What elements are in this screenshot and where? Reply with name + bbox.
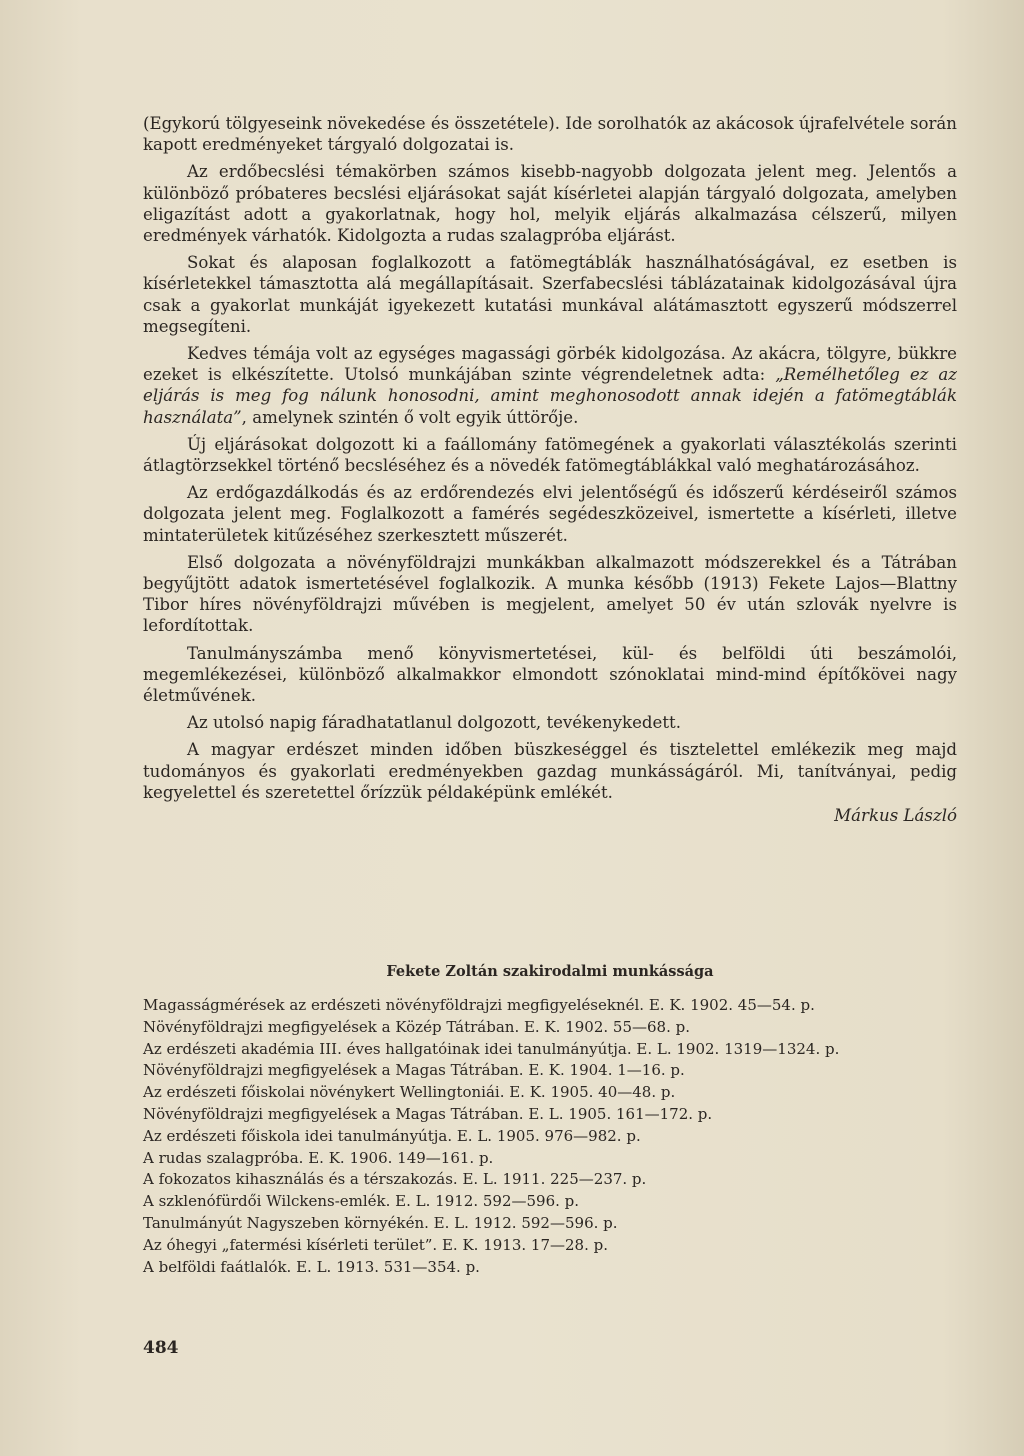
paragraph: Első dolgozata a növényföldrajzi munkákban alkalmazott módszerekkel és a Tátrában begyűjtött adatok ismertetésével foglalkozik. A munka később (1913) Fekete Lajos—Blattny Tibor híres növényföldrajzi művében is megjelent, amelyet 50 év után szlovák nyelvre is lefordítottak. xyxy=(143,552,957,636)
paragraph: Az erdőgazdálkodás és az erdőrendezés elvi jelentőségű és időszerű kérdéseiről számos dolgozata jelent meg. Foglalkozott a famérés segédeszközeivel, ismertette a kísérleti, illetve mintaterületek kitűzéséhez szerkesztett műszerét. xyxy=(143,483,957,545)
bibliography-item: Növényföldrajzi megfigyelések a Közép Tátrában. E. K. 1902. 55—68. p. xyxy=(143,1017,691,1036)
bibliography-item: Az erdészeti akadémia III. éves hallgatóinak idei tanulmányútja. E. L. 1902. 1319—1324. p. xyxy=(143,1039,840,1058)
paragraph: Sokat és alaposan foglalkozott a fatömegtáblák használhatóságával, ez esetben is kísérletekkel támasztotta alá megállapításait. Szerfabecslési táblázatainak kidolgozásával újra csak a gyakorlat munkáját igyekezett kutatási munkával alátámasztott egyszerű módszerrel megsegíteni. xyxy=(143,253,957,336)
bibliography-title: Fekete Zoltán szakirodalmi munkássága xyxy=(386,963,714,980)
paragraph-text: Kedves témája volt az egységes magassági görbék kidolgozása. Az akácra, tölgyre, bükkre ezeket is elkészítette. Utolsó munkájában szinte végrendeletnek adta: xyxy=(143,344,957,385)
bibliography-item: Az erdészeti főiskola idei tanulmányútja. E. L. 1905. 976—982. p. xyxy=(143,1126,641,1145)
page-number: 484 xyxy=(143,1338,179,1358)
paragraph xyxy=(143,343,957,428)
quoted-text: „Remélhetőleg ez az eljárás is meg fog nálunk honosodni, amint meghonosodott annak idején a fatömegtáblák használata” xyxy=(143,365,958,427)
bibliography-item: Az erdészeti főiskolai növénykert Wellingtoniái. E. K. 1905. 40—48. p. xyxy=(143,1083,676,1102)
bibliography-item: A rudas szalagpróba. E. K. 1906. 149—161. p. xyxy=(143,1148,494,1167)
article-body xyxy=(143,113,957,826)
bibliography-item: Növényföldrajzi megfigyelések a Magas Tátrában. E. K. 1904. 1—16. p. xyxy=(143,1061,685,1080)
bibliography-item: A fokozatos kihasználás és a térszakozás. E. L. 1911. 225—237. p. xyxy=(143,1170,647,1189)
paragraph: Az utolsó napig fáradhatatlanul dolgozott, tevékenykedett. xyxy=(187,713,681,733)
bibliography-item: Magasságmérések az erdészeti növényföldrajzi megfigyeléseknél. E. K. 1902. 45—54. p. xyxy=(143,996,815,1014)
bibliography-item: A szklenófürdői Wilckens-emlék. E. L. 1912. 592—596. p. xyxy=(143,1192,580,1211)
paragraph-text: , amelynek szintén ő volt egyik úttörője. xyxy=(241,407,579,427)
author-signature: Márkus László xyxy=(834,806,957,826)
paragraph: (Egykorú tölgyeseink növekedése és összetétele). Ide sorolhatók az akácosok újrafelvétele során kapott eredményeket tárgyaló dolgozatai is. xyxy=(143,114,957,155)
paragraph: Az erdőbecslési témakörben számos kisebb-nagyobb dolgozata jelent meg. Jelentős a különböző próbateres becslési eljárásokat saját kísérletei alapján tárgyaló dolgozata, amelyben eligazítást adott a gyakorlatnak, hogy hol, melyik eljárás alkalmazása célszerű, milyen eredmények várhatók. Kidolgozta a rudas szalagpróba eljárást. xyxy=(143,162,957,246)
bibliography-item: Növényföldrajzi megfigyelések a Magas Tátrában. E. L. 1905. 161—172. p. xyxy=(143,1104,713,1123)
paragraph: Új eljárásokat dolgozott ki a faállomány fatömegének a gyakorlati választékolás szerinti átlagtörzsekkel történő becsléséhez és a növedék fatömegtáblákkal való meghatározásához. xyxy=(143,434,957,476)
bibliography-item: Az óhegyi „fatermési kísérleti terület”. E. K. 1913. 17—28. p. xyxy=(143,1235,608,1254)
bibliography-item: A belföldi faátlalók. E. L. 1913. 531—354. p. xyxy=(143,1257,480,1276)
bibliography-item: Tanulmányút Nagyszeben környékén. E. L. 1912. 592—596. p. xyxy=(143,1213,618,1232)
bibliography-list xyxy=(143,995,957,1278)
paragraph: A magyar erdészet minden időben büszkeséggel és tisztelettel emlékezik meg majd tudományos és gyakorlati eredményekben gazdag munkásságáról. Mi, tanítványai, pedig kegyelettel és szeretettel őrízzük példaképünk emlékét. xyxy=(143,740,957,802)
paragraph: Tanulmányszámba menő könyvismertetései, kül- és belföldi úti beszámolói, megemlékezései, különböző alkalmakkor elmondott szónoklatai mind-mind építőkövei nagy életművének. xyxy=(143,643,957,706)
